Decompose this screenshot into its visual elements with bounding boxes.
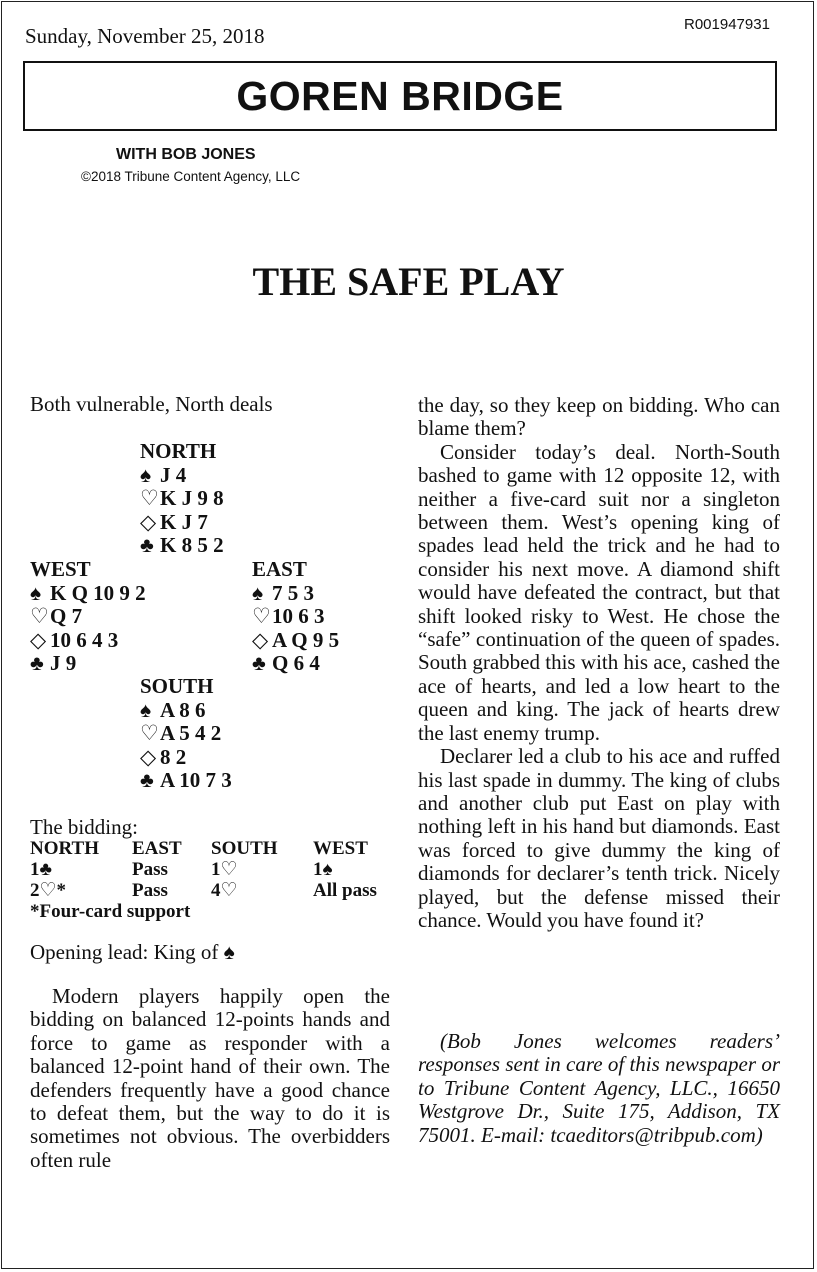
article-paragraph-2: Consider today’s deal. North-South bashed to game with 12 opposite 12, with neither a five-card suit nor a singleton between them. West’s opening king of spades lead held the trick and he had to consider his next move. A diamond shift would have defeated the contract, but that shift looked risky to West. He chose the “safe” continuation of the queen of spades. South grabbed this with his ace, cashed the ace of hearts, and led a low heart to the queen and king. The jack of hearts drew the last enemy trump. [418, 439, 780, 745]
north-hearts: ♡K J 9 8 [140, 486, 224, 510]
headline: THE SAFE PLAY [252, 259, 565, 304]
heart-icon: ♡ [252, 604, 271, 628]
south-label: SOUTH [140, 674, 214, 698]
bid: 1♠ [313, 859, 333, 880]
north-spades: ♠ J 4 [140, 462, 187, 487]
publication-date: Sunday, November 25, 2018 [25, 24, 265, 48]
spade-icon: ♠ [140, 462, 152, 487]
west-spades: ♠ K Q 10 9 2 [30, 580, 146, 605]
article-paragraph-1-part-b: the day, so they keep on bidding. Who can blame them? [418, 393, 780, 441]
diamond-icon: ◇ [30, 627, 47, 652]
north-diamonds: ◇ K J 7 [140, 509, 208, 534]
east-hand [252, 558, 339, 676]
document-id: R001947931 [684, 16, 770, 33]
spade-icon: ♠ [30, 580, 42, 605]
west-clubs: ♣ J 9 [30, 651, 77, 675]
bid: 1♣ [30, 859, 52, 880]
heart-icon: ♡ [30, 604, 49, 628]
club-icon: ♣ [140, 533, 154, 557]
diamond-icon: ◇ [252, 627, 269, 652]
bidding-header: WEST [313, 838, 368, 859]
east-label: EAST [252, 557, 307, 581]
club-icon: ♣ [252, 651, 266, 675]
bid: 2♡* [30, 880, 67, 901]
bidding-table [30, 838, 393, 922]
column-title: GOREN BRIDGE [236, 72, 564, 119]
north-label: NORTH [140, 439, 217, 463]
article-paragraph-3: Declarer led a club to his ace and ruffed his last spade in dummy. The king of clubs and another club put East on play with nothing left in his hand but diamonds. East was forced to give dummy the king of diamonds for declarer’s tenth trick. Nicely played, but the defense missed their chance. Would you have found it? [418, 744, 780, 932]
byline: WITH BOB JONES [116, 146, 256, 163]
bid: Pass [132, 880, 168, 901]
bidding-note: *Four-card support [30, 901, 191, 922]
article-left-column [30, 985, 390, 1172]
article-paragraph-1-part-a: Modern players happily open the bidding on balanced 12-points hands and force to game as responder with a balanced 12-point hand of their own. The defenders frequently have a good chance to defeat them, but the way to do it is sometimes not obvious. The overbidders often rule [30, 984, 390, 1172]
north-clubs: ♣ K 8 5 2 [140, 533, 224, 557]
north-hand [140, 440, 224, 558]
west-diamonds: ◇ 10 6 4 3 [30, 627, 119, 652]
south-hand [140, 675, 232, 793]
bidding-caption: The bidding: [30, 815, 138, 839]
title-box [23, 61, 777, 131]
club-icon: ♣ [140, 768, 154, 792]
bidding-row [30, 859, 393, 880]
bid: Pass [132, 859, 168, 880]
diamond-icon: ◇ [140, 509, 157, 534]
bidding-header: SOUTH [211, 838, 278, 859]
east-clubs: ♣ Q 6 4 [252, 651, 320, 675]
bidding-row [30, 880, 393, 901]
south-spades: ♠ A 8 6 [140, 697, 206, 722]
bidding-note-row [30, 901, 393, 922]
south-clubs: ♣ A 10 7 3 [140, 768, 232, 792]
heart-icon: ♡ [140, 721, 159, 745]
east-spades: ♠ 7 5 3 [252, 580, 314, 605]
bidding-header: NORTH [30, 838, 100, 859]
article-right-column [418, 394, 780, 932]
south-diamonds: ◇ 8 2 [140, 744, 187, 769]
bid: All pass [313, 880, 377, 901]
bidding-header: EAST [132, 838, 182, 859]
bidding-section [30, 816, 393, 922]
west-hand [30, 558, 146, 676]
bid: 4♡ [211, 880, 238, 901]
heart-icon: ♡ [140, 486, 159, 510]
copyright: ©2018 Tribune Content Agency, LLC [81, 169, 301, 184]
west-hearts: ♡Q 7 [30, 604, 83, 628]
south-hearts: ♡A 5 4 2 [140, 721, 222, 745]
spade-icon: ♠ [140, 697, 152, 722]
spade-icon: ♠ [252, 580, 264, 605]
opening-lead: Opening lead: King of ♠ [30, 940, 235, 964]
reader-note: (Bob Jones welcomes readers’ responses sent in care of this newspaper or to Tribune Content Agency, LLC., 16650 Westgrove Dr., Suite 175, Addison, TX 75001. E-mail: tcaeditors@tribpub.com) [418, 1029, 780, 1147]
diamond-icon: ◇ [140, 744, 157, 769]
west-label: WEST [30, 557, 91, 581]
east-diamonds: ◇ A Q 9 5 [252, 627, 340, 652]
deal-condition: Both vulnerable, North deals [30, 392, 273, 416]
bid: 1♡ [211, 859, 238, 880]
club-icon: ♣ [30, 651, 44, 675]
bidding-header-row [30, 838, 393, 859]
east-hearts: ♡10 6 3 [252, 604, 325, 628]
